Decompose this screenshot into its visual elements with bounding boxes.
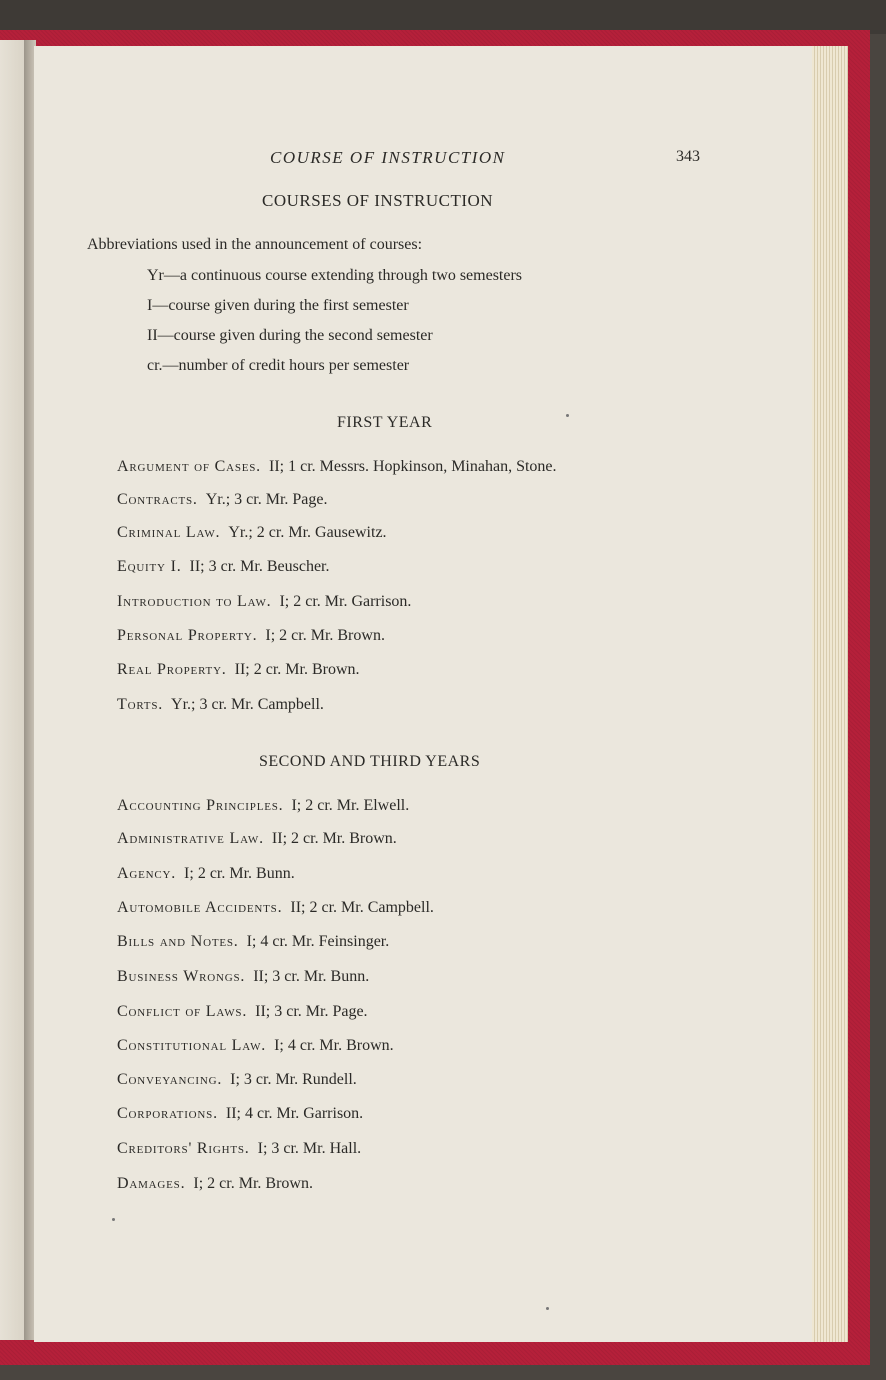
- course-details: I; 2 cr. Mr. Brown.: [265, 627, 385, 644]
- abbreviation-item: II—course given during the second semester: [147, 327, 433, 344]
- background: [0, 0, 886, 34]
- course-entry: [117, 1175, 313, 1193]
- course-name: Business Wrongs.: [117, 968, 246, 985]
- course-name: Criminal Law.: [117, 524, 221, 541]
- course-name: Argument of Cases.: [117, 458, 261, 475]
- running-header: COURSE OF INSTRUCTION: [270, 148, 506, 167]
- course-name: Personal Property.: [117, 627, 258, 644]
- course-entry: [117, 627, 385, 645]
- course-name: Corporations.: [117, 1105, 218, 1122]
- course-details: I; 3 cr. Mr. Hall.: [257, 1140, 362, 1157]
- facing-page-edge: [0, 40, 26, 1340]
- course-entry: [117, 1105, 363, 1123]
- course-name: Creditors' Rights.: [117, 1140, 250, 1157]
- course-details: II; 2 cr. Mr. Brown.: [271, 830, 397, 847]
- course-entry: [117, 830, 397, 848]
- course-details: II; 3 cr. Mr. Beuscher.: [189, 558, 330, 575]
- abbreviations-intro: Abbreviations used in the announcement of courses:: [87, 236, 423, 253]
- course-name: Administrative Law.: [117, 830, 264, 847]
- course-details: II; 3 cr. Mr. Page.: [255, 1003, 368, 1020]
- section-title-first-year: FIRST YEAR: [337, 414, 433, 431]
- course-entry: [117, 491, 328, 509]
- course-details: Yr.; 3 cr. Mr. Page.: [205, 491, 328, 508]
- page-edges: [812, 46, 848, 1342]
- course-details: I; 4 cr. Mr. Brown.: [274, 1037, 394, 1054]
- course-entry: [117, 696, 324, 714]
- section-title-second-third-years: SECOND AND THIRD YEARS: [259, 753, 481, 770]
- paper-speck: [566, 414, 569, 417]
- course-entry: [117, 1140, 361, 1158]
- course-name: Accounting Principles.: [117, 797, 284, 814]
- course-name: Constitutional Law.: [117, 1037, 267, 1054]
- course-name: Conflict of Laws.: [117, 1003, 248, 1020]
- course-details: II; 4 cr. Mr. Garrison.: [225, 1105, 364, 1122]
- course-entry: [117, 865, 295, 883]
- course-entry: [117, 558, 329, 576]
- abbreviation-item: Yr—a continuous course extending through two semesters: [147, 267, 523, 284]
- course-name: Automobile Accidents.: [117, 899, 283, 916]
- course-name: Bills and Notes.: [117, 933, 239, 950]
- abbreviation-item: I—course given during the first semester: [147, 297, 409, 314]
- paper-speck: [546, 1307, 549, 1310]
- abbreviation-item: cr.—number of credit hours per semester: [147, 357, 410, 374]
- course-details: I; 2 cr. Mr. Garrison.: [279, 593, 412, 610]
- course-details: I; 2 cr. Mr. Bunn.: [184, 865, 295, 882]
- course-entry: [117, 1037, 394, 1055]
- page-number: 343: [676, 148, 700, 165]
- course-details: I; 2 cr. Mr. Elwell.: [291, 797, 410, 814]
- course-entry: [117, 899, 434, 917]
- course-name: Damages.: [117, 1175, 186, 1192]
- course-entry: [117, 797, 409, 815]
- course-entry: [117, 933, 389, 951]
- course-name: Equity I.: [117, 558, 182, 575]
- course-details: II; 3 cr. Mr. Bunn.: [253, 968, 370, 985]
- course-details: II; 1 cr. Messrs. Hopkinson, Minahan, Stone.: [268, 458, 557, 475]
- course-details: Yr.; 2 cr. Mr. Gausewitz.: [228, 524, 387, 541]
- course-details: I; 3 cr. Mr. Rundell.: [230, 1071, 357, 1088]
- course-details: I; 4 cr. Mr. Feinsinger.: [246, 933, 390, 950]
- course-details: Yr.; 3 cr. Mr. Campbell.: [171, 696, 324, 713]
- course-entry: [117, 1071, 357, 1089]
- course-entry: [117, 661, 360, 679]
- course-entry: [117, 968, 369, 986]
- course-name: Introduction to Law.: [117, 593, 272, 610]
- course-name: Contracts.: [117, 491, 198, 508]
- course-details: II; 2 cr. Mr. Brown.: [234, 661, 360, 678]
- course-entry: [117, 1003, 368, 1021]
- course-entry: [117, 524, 387, 542]
- course-name: Conveyancing.: [117, 1071, 223, 1088]
- course-entry: [117, 458, 557, 476]
- course-name: Real Property.: [117, 661, 227, 678]
- course-details: I; 2 cr. Mr. Brown.: [193, 1175, 313, 1192]
- paper-speck: [112, 1218, 115, 1221]
- course-name: Agency.: [117, 865, 177, 882]
- main-title: COURSES OF INSTRUCTION: [262, 191, 494, 210]
- course-details: II; 2 cr. Mr. Campbell.: [290, 899, 434, 916]
- course-entry: [117, 593, 411, 611]
- course-name: Torts.: [117, 696, 164, 713]
